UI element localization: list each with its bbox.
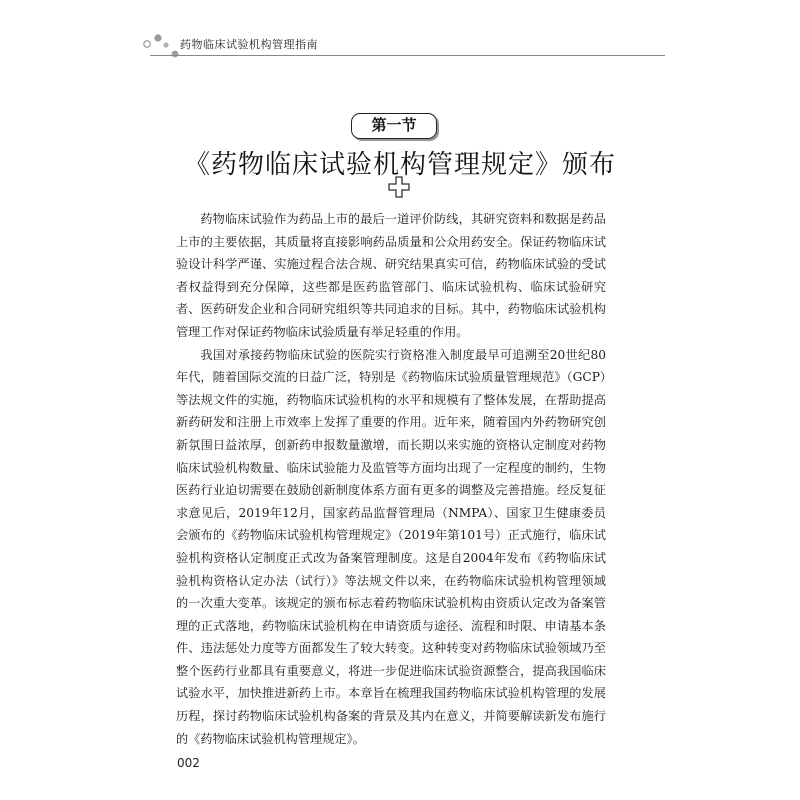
paragraph: 药物临床试验作为药品上市的最后一道评价防线，其研究资料和数据是药品上市的主要依据，其质量将直接影响药品质量和公众用药安全。保证药物临床试验设计科学严谨、实施过程合法合规、研究结果真实可信，药物临床试验的受试者权益得到充分保障，这些都是医药监管部门、临床试验机构、临床试验研究者、医药研发企业和合同研究组织等共同追求的目标。其中，药物临床试验机构管理工作对保证药物临床试验质量有举足轻重的作用。 (176, 212, 606, 339)
cross-ornament-icon (388, 176, 410, 198)
header-rule (150, 55, 665, 56)
running-header-title: 药物临床试验机构管理指南 (180, 38, 318, 51)
page-number: 002 (177, 756, 200, 770)
body-text (176, 208, 606, 750)
paragraph: 我国对承接药物临床试验的医院实行资格准入制度最早可追溯至20世纪80年代，随着国际交流的日益广泛，特别是《药物临床试验质量管理规范》（GCP）等法规文件的实施，药物临床试验机构的水平和规模有了整体发展，在帮助提高新药研发和注册上市效率上发挥了重要的作用。近年来，随着国内外药物研究创新氛围日益浓厚，创新药申报数量激增，而长期以来实施的资格认定制度对药物临床试验机构数量、临床试验能力及监管等方面均出现了一定程度的制约，生物医药行业迫切需要在鼓励创新制度体系方面有更多的调整及完善措施。经反复征求意见后，2019年12月，国家药品监督管理局（NMPA）、国家卫生健康委员会颁布的《药物临床试验机构管理规定》（2019年第101号）正式施行，临床试验机构资格认定制度正式改为备案管理制度。这是自2004年发布《药物临床试验机构资格认定办法（试行）》等法规文件以来，在药物临床试验机构管理领域的一次重大变革。该规定的颁布标志着药物临床试验机构由资质认定改为备案管理的正式落地，药物临床试验机构在申请资质与途径、流程和时限、申请基本条件、违法惩处力度等方面都发生了较大转变。这种转变对药物临床试验领域乃至整个医药行业都具有重要意义，将进一步促进临床试验资源整合，提高我国临床试验水平，加快推进新药上市。本章旨在梳理我国药物临床试验机构管理的发展历程，探讨药物临床试验机构备案的背景及其内在意义，并简要解读新发布施行的《药物临床试验机构管理规定》。 (176, 347, 606, 746)
section-title: 《药物临床试验机构管理规定》颁布 (183, 150, 616, 180)
section-label: 第一节 (351, 113, 437, 139)
